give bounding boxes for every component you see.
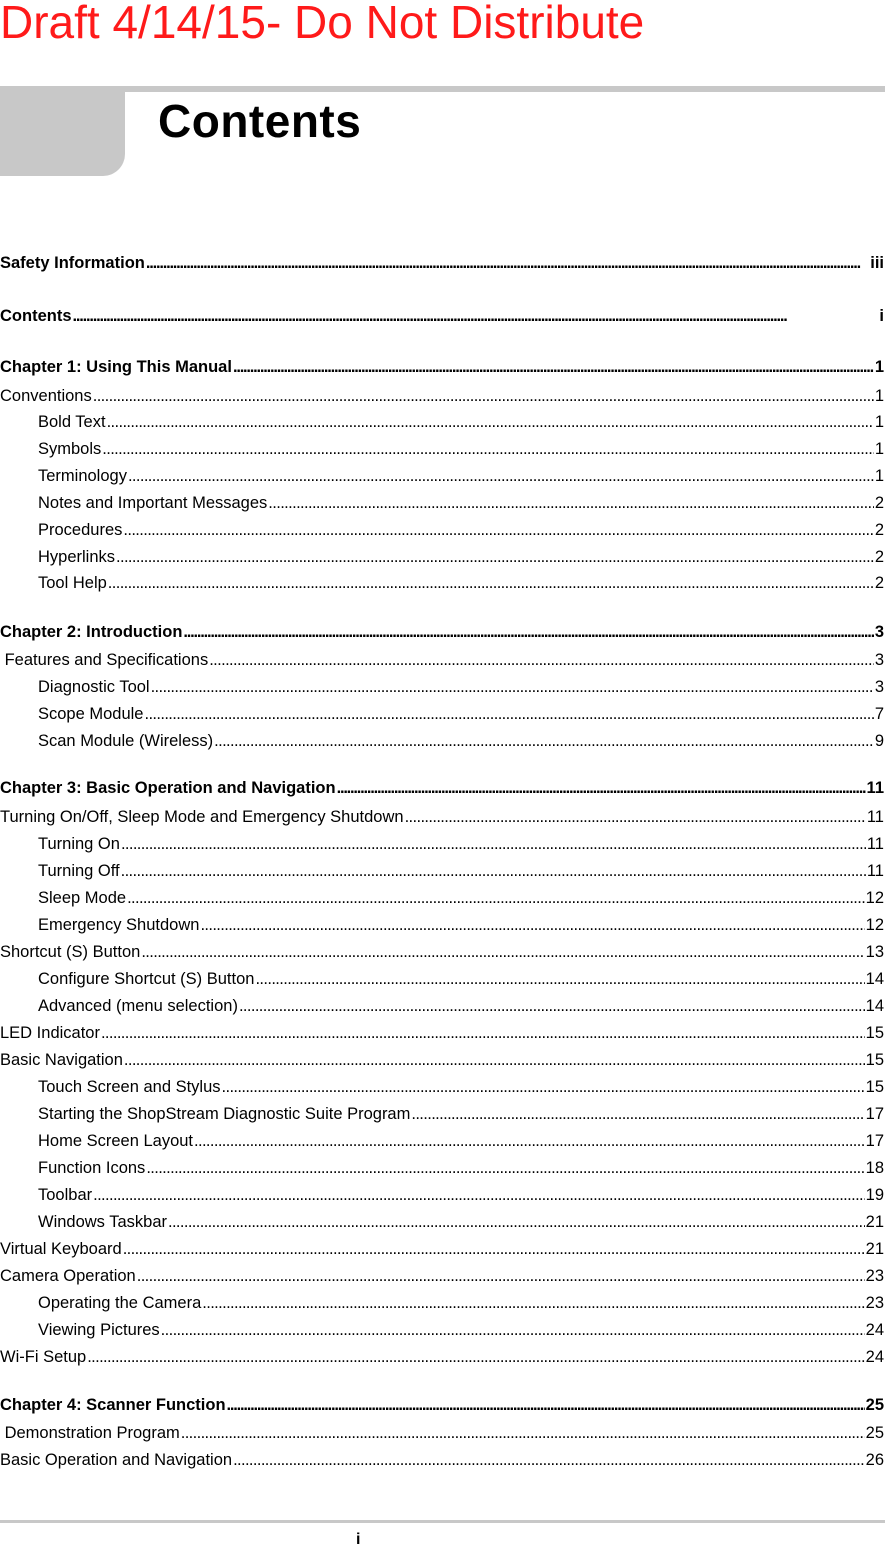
toc-entry-page: 17 xyxy=(865,1132,884,1150)
toc-entry[interactable] xyxy=(38,1316,885,1340)
toc-entry[interactable] xyxy=(38,489,885,513)
toc-entry-title: Virtual Keyboard xyxy=(0,1240,122,1258)
toc-dot-leader xyxy=(123,1239,865,1259)
toc-dot-leader xyxy=(107,412,874,432)
toc-entry-page: 1 xyxy=(874,358,884,376)
toc-entry[interactable] xyxy=(38,1100,885,1124)
toc-entry-page: 2 xyxy=(874,548,884,566)
toc-dot-leader xyxy=(93,1185,865,1205)
toc-entry[interactable] xyxy=(38,727,885,751)
toc-entry-title: Configure Shortcut (S) Button xyxy=(38,970,255,988)
toc-dot-leader xyxy=(268,493,874,513)
draft-watermark: Draft 4/14/15- Do Not Distribute xyxy=(0,0,645,48)
toc-entry[interactable] xyxy=(0,646,885,670)
toc-entry-title: Emergency Shutdown xyxy=(38,916,200,934)
toc-entry-page: 2 xyxy=(874,494,884,512)
toc-entry-title: Basic Operation and Navigation xyxy=(0,1451,233,1469)
toc-entry-title: Camera Operation xyxy=(0,1267,136,1285)
toc-entry-title: Turning On/Off, Sleep Mode and Emergency Shutdown xyxy=(0,808,404,826)
toc-entry-page: 24 xyxy=(865,1348,884,1366)
toc-dot-leader xyxy=(116,547,874,567)
toc-entry[interactable] xyxy=(0,1019,885,1043)
toc-dot-leader xyxy=(411,1104,864,1124)
toc-dot-leader xyxy=(124,1050,865,1070)
toc-entry-page: 21 xyxy=(865,1240,884,1258)
toc-dot-leader xyxy=(161,1320,865,1340)
toc-entry-page: 14 xyxy=(865,997,884,1015)
toc-entry-title: Bold Text xyxy=(38,413,106,431)
toc-entry-title: Sleep Mode xyxy=(38,889,127,907)
toc-dot-leader xyxy=(183,622,873,642)
toc-dot-leader xyxy=(151,677,874,697)
toc-entry-page: 11 xyxy=(866,779,884,797)
toc-entry[interactable] xyxy=(38,992,885,1016)
toc-entry-title: Viewing Pictures xyxy=(38,1321,160,1339)
toc-entry-title: Wi-Fi Setup xyxy=(0,1348,87,1366)
toc-entry-title: Features and Specifications xyxy=(0,651,209,669)
toc-dot-leader xyxy=(405,807,866,827)
toc-entry-page: 15 xyxy=(865,1024,884,1042)
toc-entry[interactable] xyxy=(0,249,885,273)
toc-entry-page: 12 xyxy=(865,916,884,934)
toc-entry[interactable] xyxy=(38,673,885,697)
toc-dot-leader xyxy=(233,1450,865,1470)
toc-entry-title: Chapter 4: Scanner Function xyxy=(0,1396,226,1414)
toc-entry-page: 18 xyxy=(865,1159,884,1177)
toc-dot-leader xyxy=(255,969,864,989)
page-title: Contents xyxy=(158,95,362,147)
toc-entry[interactable] xyxy=(0,618,885,642)
toc-entry-title: Notes and Important Messages xyxy=(38,494,268,512)
toc-entry-page: iii xyxy=(870,254,884,272)
toc-entry-title: Windows Taskbar xyxy=(38,1213,167,1231)
toc-entry-page: 25 xyxy=(865,1396,884,1414)
toc-entry[interactable] xyxy=(38,857,885,881)
toc-entry-page: 11 xyxy=(866,835,884,853)
toc-entry[interactable] xyxy=(0,1343,885,1367)
title-rule xyxy=(0,86,885,92)
toc-dot-leader xyxy=(214,731,874,751)
toc-entry-title: Symbols xyxy=(38,440,102,458)
toc-dot-leader xyxy=(121,834,866,854)
toc-dot-leader xyxy=(194,1131,865,1151)
toc-entry-title: Shortcut (S) Button xyxy=(0,943,141,961)
toc-dot-leader xyxy=(93,386,874,406)
toc-entry-page: 1 xyxy=(874,440,884,458)
toc-dot-leader xyxy=(233,357,874,377)
toc-entry[interactable] xyxy=(38,1127,885,1151)
toc-dot-leader xyxy=(102,439,874,459)
toc-entry-page: 15 xyxy=(865,1051,884,1069)
toc-entry[interactable] xyxy=(0,938,885,962)
toc-entry[interactable] xyxy=(0,302,885,326)
toc-dot-leader xyxy=(123,520,873,540)
toc-entry[interactable] xyxy=(38,830,885,854)
toc-entry-page: 24 xyxy=(865,1321,884,1339)
toc-entry-page: 23 xyxy=(865,1294,884,1312)
toc-entry-page: 11 xyxy=(866,862,884,880)
toc-dot-leader xyxy=(137,1266,865,1286)
toc-entry[interactable] xyxy=(38,1289,885,1313)
toc-entry[interactable] xyxy=(0,803,885,827)
toc-entry-page: 9 xyxy=(874,732,884,750)
toc-entry[interactable] xyxy=(38,884,885,908)
toc-entry-page: 1 xyxy=(874,467,884,485)
toc-entry-title: Basic Navigation xyxy=(0,1051,123,1069)
toc-entry[interactable] xyxy=(38,408,885,432)
toc-dot-leader xyxy=(101,1023,865,1043)
toc-entry[interactable] xyxy=(38,569,885,593)
toc-dot-leader xyxy=(337,778,866,798)
toc-dot-leader xyxy=(181,1423,865,1443)
toc-entry-title: Touch Screen and Stylus xyxy=(38,1078,221,1096)
title-tab-decoration xyxy=(0,86,125,176)
toc-entry-title: Home Screen Layout xyxy=(38,1132,194,1150)
toc-entry-title: Procedures xyxy=(38,521,123,539)
toc-dot-leader xyxy=(222,1077,865,1097)
toc-dot-leader xyxy=(128,466,874,486)
toc-entry[interactable] xyxy=(0,1391,885,1415)
toc-dot-leader xyxy=(227,1395,865,1415)
toc-dot-leader xyxy=(209,650,874,670)
toc-entry[interactable] xyxy=(0,1046,885,1070)
toc-entry-page: 2 xyxy=(874,574,884,592)
toc-entry[interactable] xyxy=(38,435,885,459)
toc-entry-page: 13 xyxy=(865,943,884,961)
toc-entry-page: 21 xyxy=(865,1213,884,1231)
toc-entry-title: LED Indicator xyxy=(0,1024,100,1042)
toc-dot-leader xyxy=(108,573,874,593)
toc-dot-leader xyxy=(146,1158,864,1178)
toc-entry-page: 12 xyxy=(865,889,884,907)
toc-entry[interactable] xyxy=(38,543,885,567)
toc-entry[interactable] xyxy=(0,1235,885,1259)
toc-entry-title: Scan Module (Wireless) xyxy=(38,732,214,750)
toc-entry-title: Contents xyxy=(0,307,72,325)
toc-entry-page: 26 xyxy=(865,1451,884,1469)
toc-entry[interactable] xyxy=(38,516,885,540)
toc-entry[interactable] xyxy=(38,911,885,935)
toc-entry-title: Safety Information xyxy=(0,254,145,272)
toc-entry-title: Toolbar xyxy=(38,1186,93,1204)
toc-entry-page: 11 xyxy=(866,808,884,826)
toc-entry[interactable] xyxy=(38,1073,885,1097)
toc-dot-leader xyxy=(145,704,874,724)
toc-entry-page: 1 xyxy=(874,413,884,431)
toc-entry[interactable] xyxy=(0,1262,885,1286)
toc-dot-leader xyxy=(168,1212,865,1232)
toc-entry[interactable] xyxy=(0,382,885,406)
toc-dot-leader xyxy=(239,996,865,1016)
footer-page-number: i xyxy=(356,1531,361,1548)
toc-entry-page: 19 xyxy=(865,1186,884,1204)
toc-dot-leader xyxy=(127,888,865,908)
toc-dot-leader xyxy=(141,942,864,962)
toc-entry-title: Scope Module xyxy=(38,705,144,723)
toc-entry[interactable] xyxy=(38,462,885,486)
toc-entry-title: Turning On xyxy=(38,835,120,853)
toc-entry-title: Chapter 1: Using This Manual xyxy=(0,358,232,376)
toc-entry-title: Diagnostic Tool xyxy=(38,678,150,696)
toc-entry-page: i xyxy=(879,307,884,325)
toc-entry-title: Tool Help xyxy=(38,574,107,592)
toc-entry-page: 3 xyxy=(874,623,884,641)
toc-entry-page: 15 xyxy=(865,1078,884,1096)
toc-dot-leader xyxy=(73,306,879,326)
toc-dot-leader xyxy=(121,861,866,881)
toc-entry-title: Terminology xyxy=(38,467,127,485)
toc-entry-title: Chapter 2: Introduction xyxy=(0,623,183,641)
toc-dot-leader xyxy=(200,915,864,935)
toc-entry[interactable] xyxy=(0,1446,885,1470)
toc-entry[interactable] xyxy=(38,1154,885,1178)
footer-rule xyxy=(0,1520,885,1523)
toc-dot-leader xyxy=(202,1293,864,1313)
toc-entry-title: Turning Off xyxy=(38,862,120,880)
toc-dot-leader xyxy=(87,1347,864,1367)
toc-entry-title: Function Icons xyxy=(38,1159,146,1177)
toc-entry-title: Chapter 3: Basic Operation and Navigation xyxy=(0,779,336,797)
toc-entry-page: 23 xyxy=(865,1267,884,1285)
toc-entry-page: 1 xyxy=(874,387,884,405)
toc-entry[interactable] xyxy=(0,774,885,798)
toc-entry[interactable] xyxy=(38,965,885,989)
toc-entry-title: Starting the ShopStream Diagnostic Suite Program xyxy=(38,1105,411,1123)
toc-entry-page: 25 xyxy=(865,1424,884,1442)
toc-entry[interactable] xyxy=(0,353,885,377)
toc-entry-page: 17 xyxy=(865,1105,884,1123)
toc-dot-leader xyxy=(146,253,869,273)
toc-entry-page: 3 xyxy=(874,651,884,669)
toc-entry[interactable] xyxy=(38,700,885,724)
toc-entry-page: 14 xyxy=(865,970,884,988)
toc-entry[interactable] xyxy=(38,1181,885,1205)
toc-entry-title: Conventions xyxy=(0,387,92,405)
toc-entry-title: Operating the Camera xyxy=(38,1294,202,1312)
toc-entry-page: 3 xyxy=(874,678,884,696)
toc-entry[interactable] xyxy=(0,1419,885,1443)
toc-entry[interactable] xyxy=(38,1208,885,1232)
toc-entry-page: 2 xyxy=(874,521,884,539)
toc-entry-title: Hyperlinks xyxy=(38,548,116,566)
toc-entry-title: Demonstration Program xyxy=(0,1424,180,1442)
toc-entry-title: Advanced (menu selection) xyxy=(38,997,238,1015)
toc-entry-page: 7 xyxy=(874,705,884,723)
